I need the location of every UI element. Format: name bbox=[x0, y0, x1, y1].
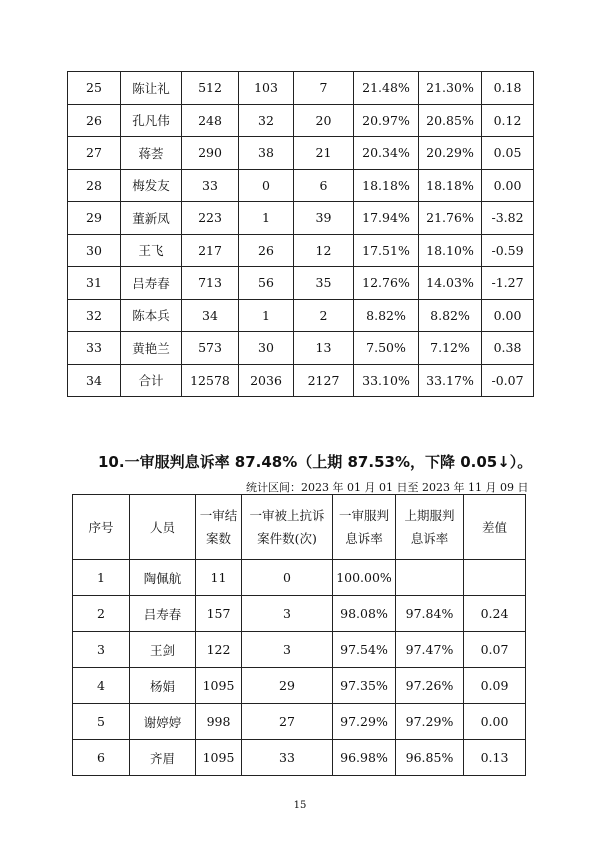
table-cell: 29 bbox=[242, 668, 333, 704]
table-cell: 97.29% bbox=[333, 704, 396, 740]
table-cell: 2 bbox=[294, 299, 354, 332]
table-cell: 27 bbox=[68, 137, 121, 170]
table-row bbox=[73, 668, 526, 704]
table-cell: 0.09 bbox=[464, 668, 526, 704]
column-header-line: 一审结 bbox=[199, 508, 238, 523]
table-cell: 33.17% bbox=[419, 364, 482, 397]
table-header-row bbox=[73, 495, 526, 560]
table-cell: -0.59 bbox=[482, 234, 534, 267]
table-cell: 26 bbox=[68, 104, 121, 137]
column-header-line: 差值 bbox=[481, 519, 507, 535]
table-cell: 7.50% bbox=[354, 332, 419, 365]
table-row bbox=[73, 740, 526, 776]
table-row bbox=[68, 267, 534, 300]
table-cell: 28 bbox=[68, 169, 121, 202]
section-title: 10.一审服判息诉率 87.48%（上期 87.53%，下降 0.05↓）。 bbox=[98, 453, 533, 471]
table-cell: 0 bbox=[239, 169, 294, 202]
table-cell: 998 bbox=[196, 704, 242, 740]
table-cell: 573 bbox=[182, 332, 239, 365]
table-cell: 3 bbox=[242, 632, 333, 668]
table-row bbox=[68, 202, 534, 235]
table-cell: 32 bbox=[68, 299, 121, 332]
table-cell: 齐眉 bbox=[130, 740, 196, 776]
table-cell: 33 bbox=[182, 169, 239, 202]
table-cell: 223 bbox=[182, 202, 239, 235]
table-cell: 33.10% bbox=[354, 364, 419, 397]
table-cell: 陶佩航 bbox=[130, 560, 196, 596]
first-instance-acceptance-table bbox=[72, 494, 526, 776]
table-cell: 30 bbox=[68, 234, 121, 267]
table-cell: 32 bbox=[239, 104, 294, 137]
table-cell: 吕寿春 bbox=[130, 596, 196, 632]
table-cell: 0.38 bbox=[482, 332, 534, 365]
table-cell: 290 bbox=[182, 137, 239, 170]
table-cell: 33 bbox=[242, 740, 333, 776]
table-cell bbox=[396, 560, 464, 596]
table-row bbox=[68, 137, 534, 170]
table-cell: 合计 bbox=[121, 364, 182, 397]
column-header bbox=[396, 495, 464, 560]
table-cell: 97.29% bbox=[396, 704, 464, 740]
table-cell: 2036 bbox=[239, 364, 294, 397]
table-cell: 0 bbox=[242, 560, 333, 596]
table-cell: 3 bbox=[242, 596, 333, 632]
column-header-line: 一审被上抗诉 bbox=[249, 508, 325, 523]
table-cell: 39 bbox=[294, 202, 354, 235]
table-row bbox=[68, 364, 534, 397]
table-cell: 12 bbox=[294, 234, 354, 267]
table-cell: 8.82% bbox=[419, 299, 482, 332]
table-cell: 王飞 bbox=[121, 234, 182, 267]
column-header-line: 人员 bbox=[149, 519, 175, 535]
table-cell: 2 bbox=[73, 596, 130, 632]
table-cell: 蒋荟 bbox=[121, 137, 182, 170]
table-cell: 黄艳兰 bbox=[121, 332, 182, 365]
table-cell: 1 bbox=[73, 560, 130, 596]
table-cell: 0.18 bbox=[482, 72, 534, 105]
column-header bbox=[130, 495, 196, 560]
table-cell: 21 bbox=[294, 137, 354, 170]
table-cell: 18.10% bbox=[419, 234, 482, 267]
table-cell: 29 bbox=[68, 202, 121, 235]
table-cell: 4 bbox=[73, 668, 130, 704]
table-row bbox=[68, 72, 534, 105]
table-cell: 0.05 bbox=[482, 137, 534, 170]
table-row bbox=[68, 299, 534, 332]
table-cell: 陈让礼 bbox=[121, 72, 182, 105]
column-header-line: 一审服判 bbox=[338, 508, 389, 523]
table-cell: 33 bbox=[68, 332, 121, 365]
table-cell: 100.00% bbox=[333, 560, 396, 596]
judge-stats-table-continued bbox=[67, 71, 534, 397]
table-cell: 1095 bbox=[196, 668, 242, 704]
table-cell: 孔凡伟 bbox=[121, 104, 182, 137]
table-cell: 713 bbox=[182, 267, 239, 300]
page-number: 15 bbox=[293, 800, 307, 811]
table-cell: 7 bbox=[294, 72, 354, 105]
table-cell: 21.30% bbox=[419, 72, 482, 105]
column-header bbox=[196, 495, 242, 560]
table-cell: 18.18% bbox=[354, 169, 419, 202]
table-cell: 董新凤 bbox=[121, 202, 182, 235]
table-cell: 8.82% bbox=[354, 299, 419, 332]
table-cell: 6 bbox=[73, 740, 130, 776]
table-cell: 97.26% bbox=[396, 668, 464, 704]
table-cell bbox=[464, 560, 526, 596]
table-cell: 吕寿春 bbox=[121, 267, 182, 300]
column-header-line: 上期服判 bbox=[404, 508, 455, 523]
table-cell: -1.27 bbox=[482, 267, 534, 300]
table-cell: 1095 bbox=[196, 740, 242, 776]
table-cell: 35 bbox=[294, 267, 354, 300]
table-cell: 1 bbox=[239, 202, 294, 235]
column-header-line: 息诉率 bbox=[410, 531, 449, 546]
table-cell: 13 bbox=[294, 332, 354, 365]
table-cell: 5 bbox=[73, 704, 130, 740]
table-cell: 0.13 bbox=[464, 740, 526, 776]
column-header-line: 息诉率 bbox=[345, 531, 383, 546]
table-row bbox=[68, 234, 534, 267]
table-cell: 0.00 bbox=[482, 299, 534, 332]
table-cell: -0.07 bbox=[482, 364, 534, 397]
table-cell: 34 bbox=[68, 364, 121, 397]
table-cell: 12578 bbox=[182, 364, 239, 397]
table-cell: 34 bbox=[182, 299, 239, 332]
table-cell: 王剑 bbox=[130, 632, 196, 668]
table-cell: 7.12% bbox=[419, 332, 482, 365]
table-cell: 0.12 bbox=[482, 104, 534, 137]
table-cell: 0.24 bbox=[464, 596, 526, 632]
table-cell: 248 bbox=[182, 104, 239, 137]
table-cell: 11 bbox=[196, 560, 242, 596]
table-cell: 38 bbox=[239, 137, 294, 170]
table-cell: 20.29% bbox=[419, 137, 482, 170]
table-cell: 157 bbox=[196, 596, 242, 632]
table-cell: 31 bbox=[68, 267, 121, 300]
table-cell: 12.76% bbox=[354, 267, 419, 300]
table-row bbox=[68, 332, 534, 365]
table-cell: 6 bbox=[294, 169, 354, 202]
table-cell: 56 bbox=[239, 267, 294, 300]
table-row bbox=[73, 560, 526, 596]
table-cell: 杨娟 bbox=[130, 668, 196, 704]
column-header-line: 案数 bbox=[205, 531, 231, 546]
column-header-line: 案件数(次) bbox=[257, 531, 317, 546]
table-cell: 96.85% bbox=[396, 740, 464, 776]
column-header bbox=[464, 495, 526, 560]
table-cell: 17.94% bbox=[354, 202, 419, 235]
table-cell: 梅发友 bbox=[121, 169, 182, 202]
table-cell: 陈本兵 bbox=[121, 299, 182, 332]
table-cell: 217 bbox=[182, 234, 239, 267]
table-cell: 27 bbox=[242, 704, 333, 740]
column-header bbox=[242, 495, 333, 560]
table-cell: 25 bbox=[68, 72, 121, 105]
table-cell: 98.08% bbox=[333, 596, 396, 632]
table-cell: 谢婷婷 bbox=[130, 704, 196, 740]
table-cell: 97.84% bbox=[396, 596, 464, 632]
table-cell: 21.48% bbox=[354, 72, 419, 105]
table-row bbox=[73, 596, 526, 632]
table-cell: 0.00 bbox=[464, 704, 526, 740]
table-row bbox=[73, 704, 526, 740]
table-cell: 2127 bbox=[294, 364, 354, 397]
table-cell: 1 bbox=[239, 299, 294, 332]
table-cell: 18.18% bbox=[419, 169, 482, 202]
table-cell: 20.85% bbox=[419, 104, 482, 137]
table-cell: 512 bbox=[182, 72, 239, 105]
table-cell: 21.76% bbox=[419, 202, 482, 235]
table-row bbox=[68, 169, 534, 202]
table-cell: 20.97% bbox=[354, 104, 419, 137]
table-cell: 26 bbox=[239, 234, 294, 267]
table-row bbox=[73, 632, 526, 668]
table-cell: 0.00 bbox=[482, 169, 534, 202]
statistics-range: 统计区间：2023 年 01 月 01 日至 2023 年 11 月 09 日 bbox=[246, 481, 529, 494]
table-cell: 96.98% bbox=[333, 740, 396, 776]
column-header-line: 序号 bbox=[88, 519, 114, 535]
table-cell: 20 bbox=[294, 104, 354, 137]
table-cell: 20.34% bbox=[354, 137, 419, 170]
table-cell: 122 bbox=[196, 632, 242, 668]
table-row bbox=[68, 104, 534, 137]
table-cell: 3 bbox=[73, 632, 130, 668]
table-cell: 97.35% bbox=[333, 668, 396, 704]
column-header bbox=[73, 495, 130, 560]
table-cell: 17.51% bbox=[354, 234, 419, 267]
column-header bbox=[333, 495, 396, 560]
table-cell: 14.03% bbox=[419, 267, 482, 300]
table-cell: 103 bbox=[239, 72, 294, 105]
table-cell: 97.47% bbox=[396, 632, 464, 668]
table-cell: 97.54% bbox=[333, 632, 396, 668]
table-cell: 30 bbox=[239, 332, 294, 365]
table-cell: 0.07 bbox=[464, 632, 526, 668]
table-cell: -3.82 bbox=[482, 202, 534, 235]
